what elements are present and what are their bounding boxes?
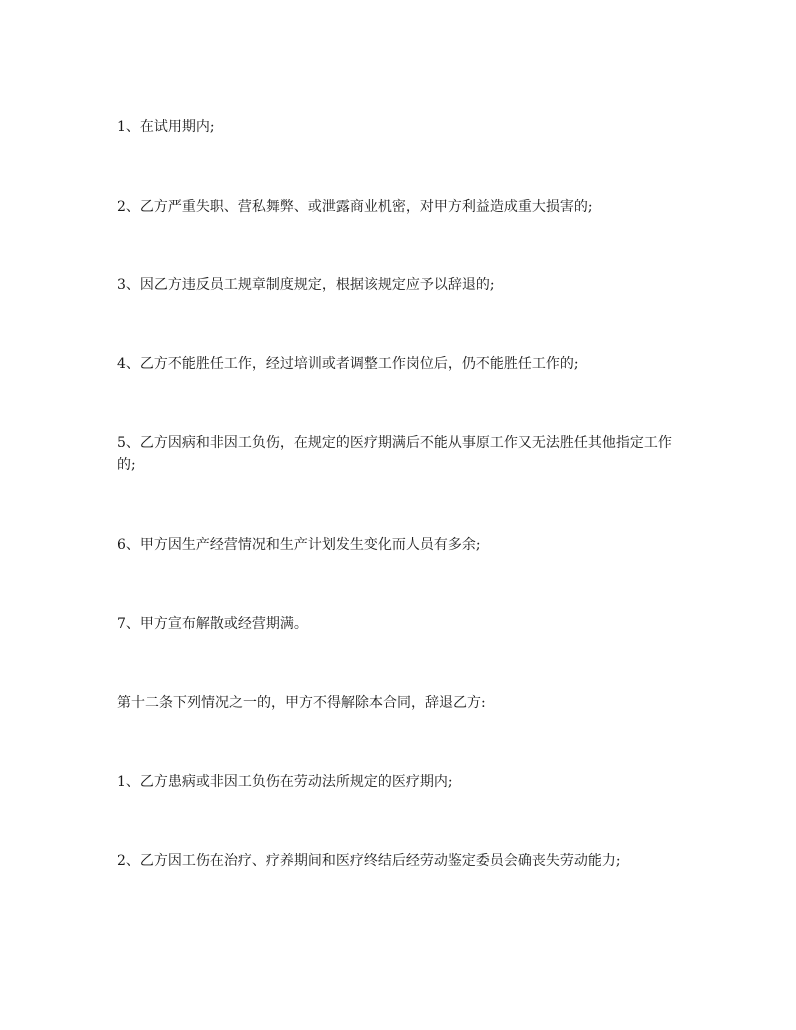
paragraph-7: 7、甲方宣布解散或经营期满。	[117, 616, 308, 632]
paragraph-6: 6、甲方因生产经营情况和生产计划发生变化而人员有多余;	[117, 537, 481, 553]
paragraph-4: 4、乙方不能胜任工作，经过培训或者调整工作岗位后，仍不能胜任工作的;	[117, 356, 579, 372]
paragraph-5: 5、乙方因病和非因工负伤，在规定的医疗期满后不能从事原工作又无法胜任其他指定工作的;	[117, 435, 672, 473]
paragraph-3: 3、因乙方违反员工规章制度规定，根据该规定应予以辞退的;	[117, 277, 495, 293]
section-heading-article-12: 第十二条下列情况之一的，甲方不得解除本合同，辞退乙方:	[117, 695, 486, 711]
paragraph-1: 1、在试用期内;	[117, 119, 215, 135]
paragraph-2: 2、乙方严重失职、营私舞弊、或泄露商业机密，对甲方利益造成重大损害的;	[117, 199, 593, 215]
paragraph-9: 1、乙方患病或非因工负伤在劳动法所规定的医疗期内;	[117, 774, 453, 790]
paragraph-10: 2、乙方因工伤在治疗、疗养期间和医疗终结后经劳动鉴定委员会确丧失劳动能力;	[117, 853, 621, 869]
